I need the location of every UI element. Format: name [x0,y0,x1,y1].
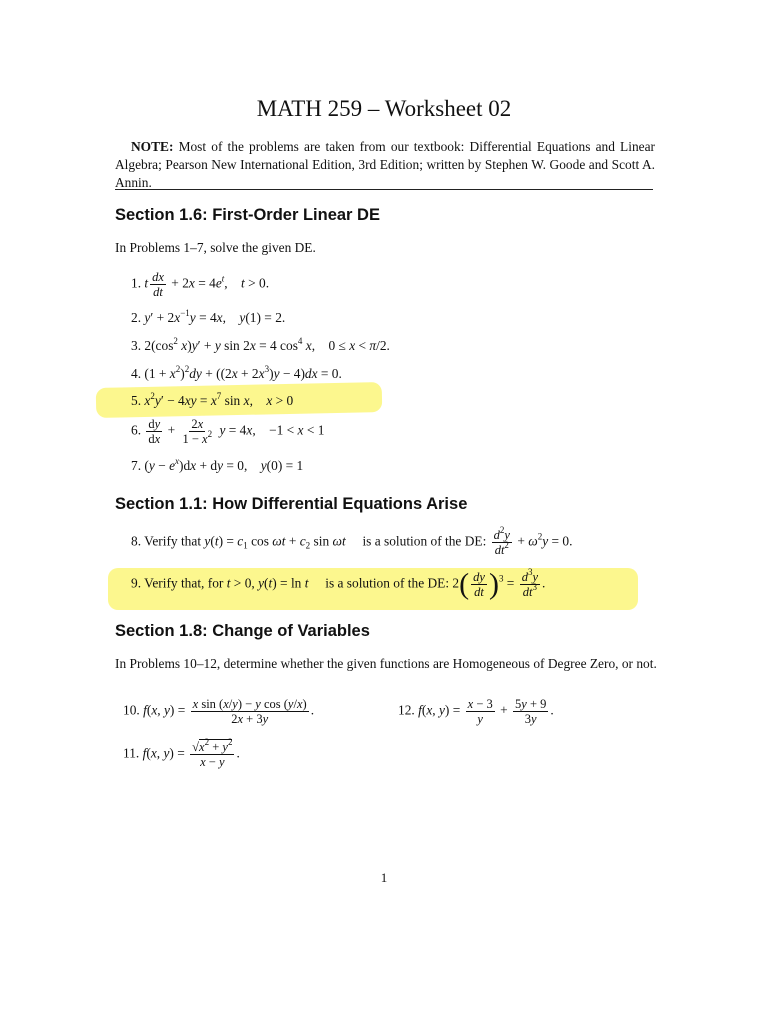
problem-12: 12. f(x, y) = $\frac{x - 3}{y}$ + $\frac{5y + 9}{3y}$ . [398,697,554,726]
section-intro-1-6: In Problems 1–7, solve the given DE. [115,240,316,255]
note-paragraph [115,138,655,192]
problem-11: 11. f(x, y) = $\frac{√x^2 + y^2}{x - y}$ . [123,737,240,769]
note-label: NOTE: [131,139,174,154]
problem-8: 8. Verify that $y(t) = c_1$ $\cos \omega t + c_2$ sin ωt is a solution of the DE: $\frac{d^2y}{dt^2}$ + $\omega^2y = 0$. [131,525,573,557]
section-intro-1-8: In Problems 10–12, determine whether the given functions are Homogeneous of Degree Zero, or not. [115,656,657,671]
problem-4: 4. $(1 + x^2)^2dy + ((2x + 2x^3)y - 4)dx = 0$. [131,364,342,381]
problem-5: 5. $x^2y' - 4xy = x^7$ sin x, x > 0 [131,391,294,408]
problem-10: 10. f(x, y) = $\frac{\text{x sin (x/y) − y cos (y/x)}}{2x + 3y}$ . [123,697,315,726]
problem-3: 3. $2(\cos^2$ x)y′ + y sin 2x = 4 $\cos^4 x$, 0 ≤ x < π/2. [131,336,390,353]
problem-1: 1. t $\frac{dx}{dt}$ + $2x = 4e^t$, t > 0. [131,270,270,299]
note-text: Most of the problems are taken from our textbook: Differential Equations and Linear Algebra; Pearson New International Edition, 3rd Edition; written by Stephen W. Goode and Scott A. Annin. [115,139,655,190]
divider-rule [115,189,653,190]
problem-9: 9. Verify that, for t > 0, y(t) = ln t is a solution of the DE: 2( $\frac{dy}{dt}$ )$^3$ = $\frac{d^3y}{dt^3}$ . [131,567,546,601]
problem-7: 7. $(y - e^x)dx$ + dy = 0, y(0) = 1 [131,456,304,473]
section-heading-1-1: Section 1.1: How Differential Equations Arise [115,495,468,513]
problem-2: 2. $y' + 2x^{-1}y = 4x$, y(1) = 2. [131,308,286,325]
section-heading-1-8: Section 1.8: Change of Variables [115,622,370,640]
page-number: 1 [380,870,388,885]
page-title: MATH 259 – Worksheet 02 [256,96,512,121]
problem-6: 6. $\frac{dy}{dx}$ + $\frac{2x}{1 - x^2}$ y = 4x, −1 < x < 1 [131,417,325,446]
section-heading-1-6: Section 1.6: First-Order Linear DE [115,206,380,224]
